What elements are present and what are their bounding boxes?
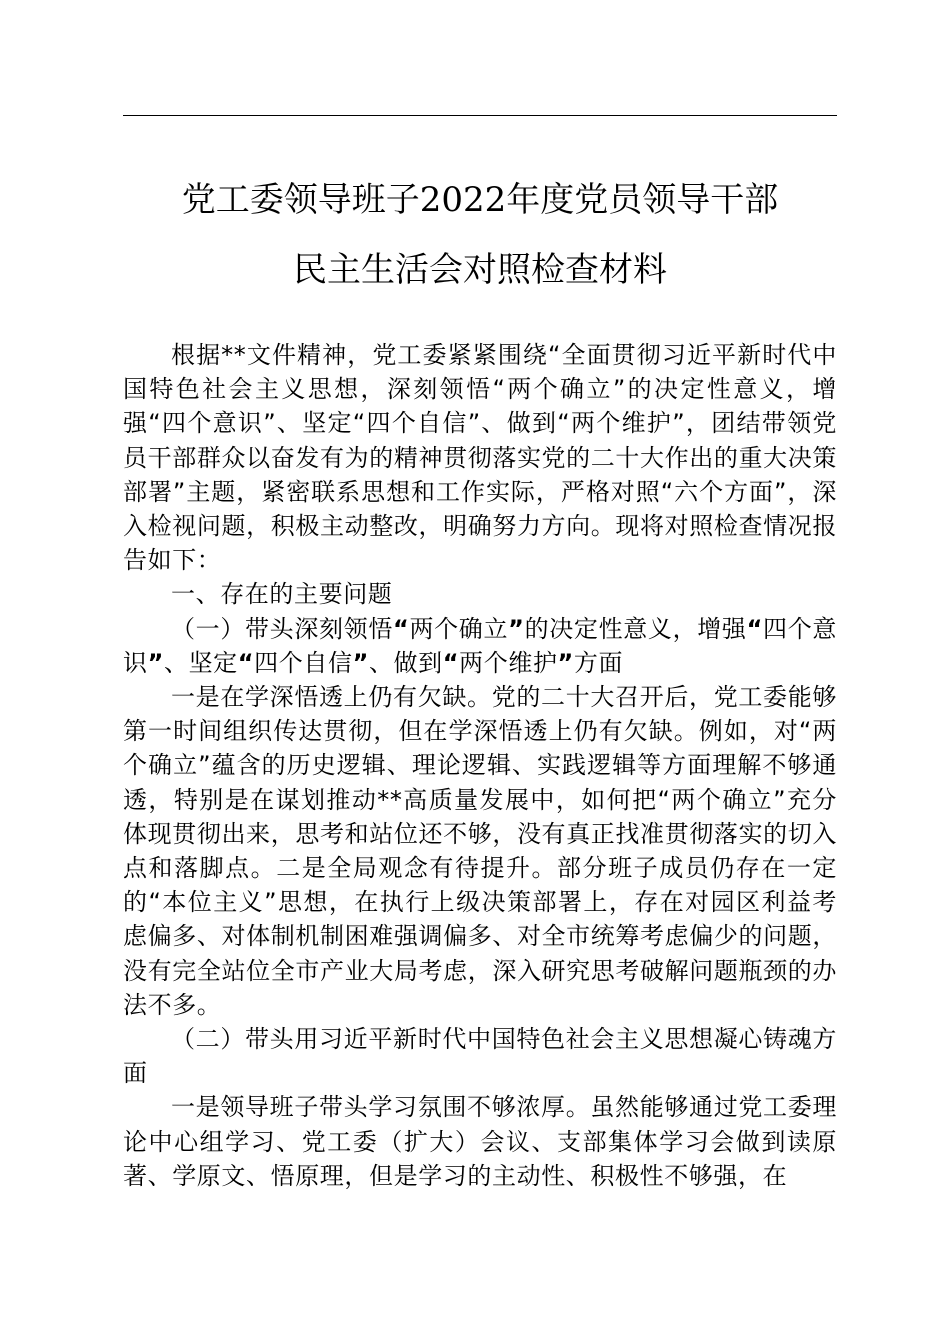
subsection-2-body: 一是领导班子带头学习氛围不够浓厚。虽然能够通过党工委理论中心组学习、党工委（扩大）会议、支部集体学习会做到读原著、学原文、悟原理，但是学习的主动性、积极性不够强，在 — [123, 1093, 837, 1190]
subsection-1-heading-text: 两个维护 — [459, 648, 558, 677]
subsection-1-heading-text: （一）带头深刻领悟 — [171, 614, 394, 643]
section-1-heading: 一、存在的主要问题 — [171, 580, 393, 609]
subsection-1-heading — [123, 612, 837, 680]
subsection-2-heading: （二）带头用习近平新时代中国特色社会主义思想凝心铸魂方面 — [123, 1025, 837, 1088]
quote-mark: ” — [557, 648, 574, 677]
subsection-1-heading-text: 方面 — [573, 648, 624, 677]
intro-paragraph: 根据**文件精神，党工委紧紧围绕“全面贯彻习近平新时代中国特色社会主义思想，深刻领悟“两个确立”的决定性意义，增强“四个意识”、坚定“四个自信”、做到“两个维护”，团结带领党员干部群众以奋发有为的精神贯彻落实党的二十大作出的重大决策部署”主题，紧密联系思想和工作实际，严格对照“六个方面”，深入检视问题，积极主动整改，明确努力方向。现将对照检查情况报告如下： — [123, 341, 837, 575]
document-title-line-1: 党工委领导班子2022年度党员领导干部 — [181, 180, 779, 220]
document-body — [123, 338, 837, 1193]
subsection-1-heading-text: 两个确立 — [409, 614, 509, 643]
document-title-line-2: 民主生活会对照检查材料 — [293, 250, 667, 290]
subsection-1-body: 一是在学深悟透上仍有欠缺。党的二十大召开后，党工委能够第一时间组织传达贯彻，但在学深悟透上仍有欠缺。例如，对“两个确立”蕴含的历史逻辑、理论逻辑、实践逻辑等方面理解不够通透，特别是在谋划推动**高质量发展中，如何把“两个确立”充分体现贯彻出来，思考和站位还不够，没有真正找准贯彻落实的切入点和落脚点。二是全局观念有待提升。部分班子成员仍存在一定的“本位主义”思想，在执行上级决策部署上，存在对园区利益考虑偏多、对体制机制困难强调偏多、对全市统筹考虑偏少的问题，没有完全站位全市产业大局考虑，深入研究思考破解问题瓶颈的办法不多。 — [123, 683, 837, 1019]
quote-mark: “ — [393, 614, 410, 643]
subsection-1-heading-text: 四个自信 — [254, 648, 353, 677]
quote-mark: “ — [746, 614, 763, 643]
quote-mark: ” — [352, 648, 369, 677]
quote-mark: “ — [237, 648, 255, 677]
header-rule — [123, 115, 837, 116]
subsection-1-heading-text: 、坚定 — [163, 648, 238, 677]
subsection-1-heading-text: 四个意识 — [123, 614, 837, 677]
quote-mark: ” — [508, 614, 525, 643]
quote-mark: ” — [147, 648, 164, 677]
quote-mark: “ — [442, 648, 460, 677]
subsection-1-heading-text: 的决定性意义，增强 — [524, 614, 747, 643]
subsection-1-heading-text: 、做到 — [368, 648, 443, 677]
